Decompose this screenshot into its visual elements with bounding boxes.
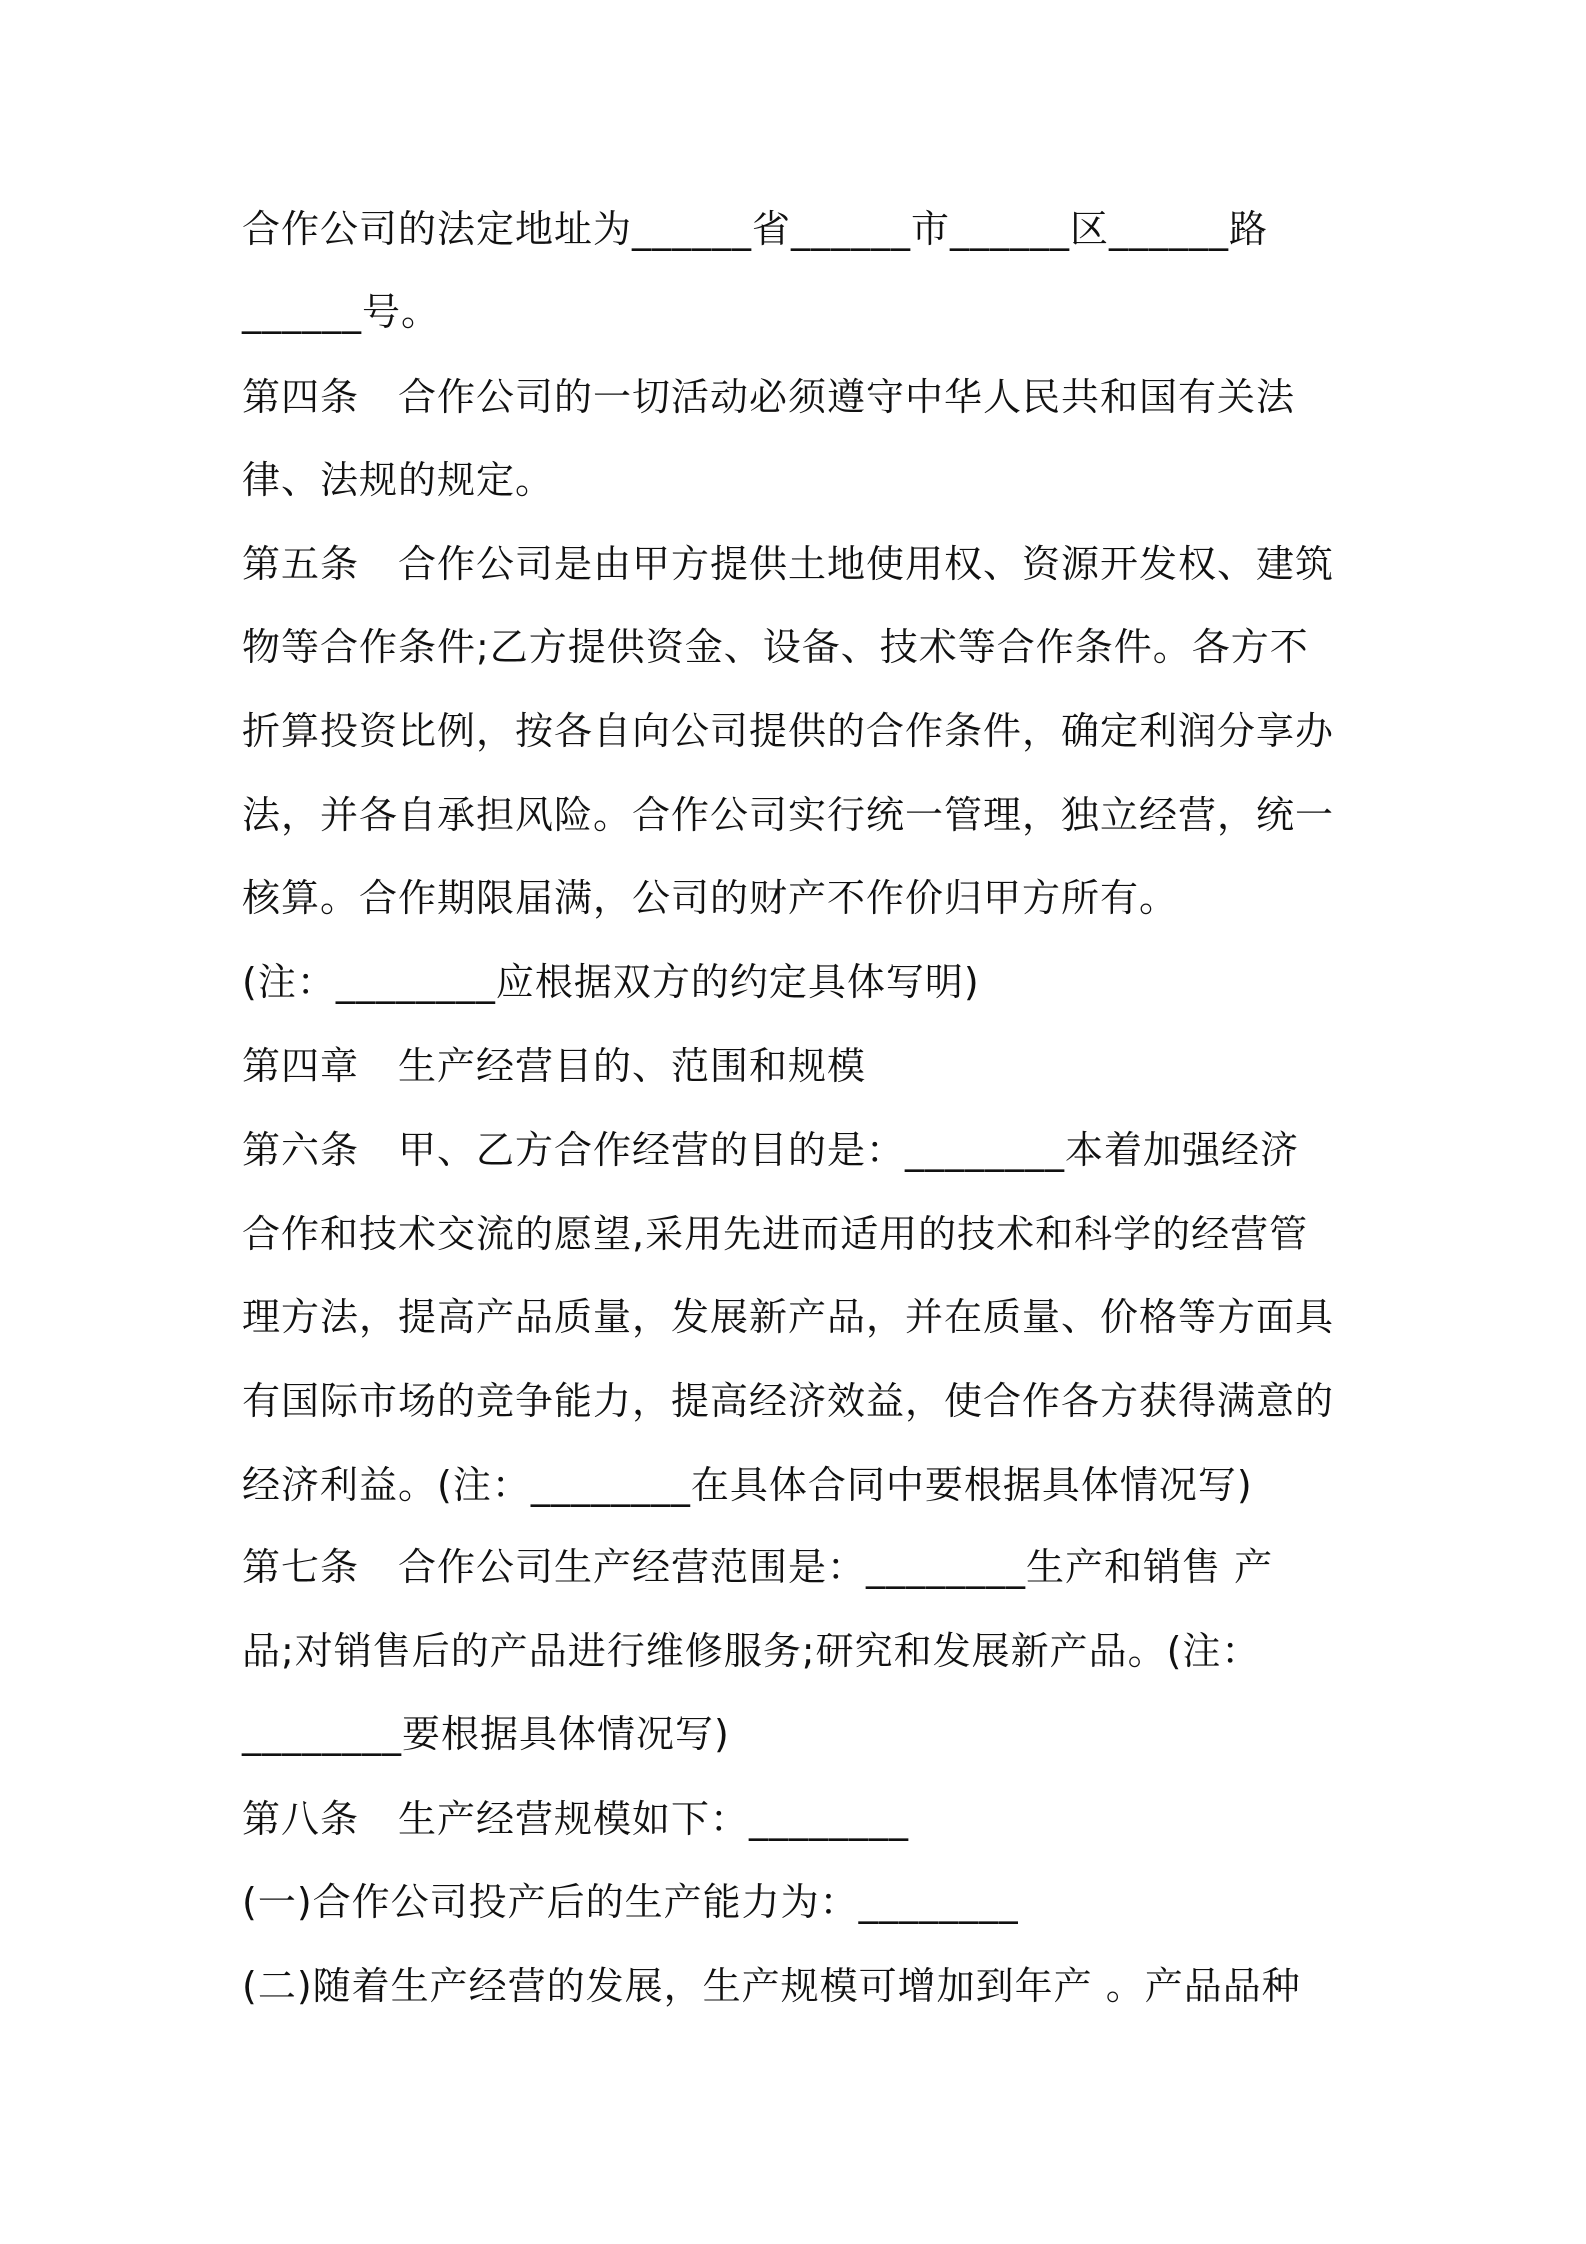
article-8-heading-line: 第八条 生产经营规模如下：________ bbox=[242, 1797, 910, 1841]
article-6-heading-line: 第六条 甲、乙方合作经营的目的是：________本着加强经济 bbox=[242, 1128, 1300, 1172]
text-line: ______号。 bbox=[242, 290, 441, 334]
text-line: 法，并各自承担风险。合作公司实行统一管理，独立经营，统一 bbox=[242, 793, 1335, 837]
article-5-heading-line: 第五条 合作公司是由甲方提供土地使用权、资源开发权、建筑 bbox=[242, 542, 1335, 586]
note-line: (注：________应根据双方的约定具体写明) bbox=[242, 960, 980, 1004]
text-line: 合作和技术交流的愿望,采用先进而适用的技术和科学的经营管 bbox=[242, 1212, 1309, 1256]
text-line: ________要根据具体情况写) bbox=[242, 1712, 730, 1756]
text-line: 经济利益。(注：________在具体合同中要根据具体情况写) bbox=[242, 1463, 1253, 1507]
text-line: 物等合作条件;乙方提供资金、设备、技术等合作条件。各方不 bbox=[242, 625, 1309, 669]
list-item-2-line: (二)随着生产经营的发展，生产规模可增加到年产 。产品品种 bbox=[242, 1964, 1301, 2008]
text-line: 核算。合作期限届满，公司的财产不作价归甲方所有。 bbox=[242, 876, 1179, 920]
text-line: 合作公司的法定地址为______省______市______区______路 bbox=[242, 207, 1269, 251]
text-line: 理方法，提高产品质量，发展新产品，并在质量、价格等方面具 bbox=[242, 1295, 1335, 1339]
text-line: 有国际市场的竞争能力，提高经济效益，使合作各方获得满意的 bbox=[242, 1379, 1335, 1423]
chapter-4-heading: 第四章 生产经营目的、范围和规模 bbox=[242, 1044, 867, 1088]
article-7-heading-line: 第七条 合作公司生产经营范围是：________生产和销售 产 bbox=[242, 1545, 1274, 1589]
text-line: 折算投资比例，按各自向公司提供的合作条件，确定利润分享办 bbox=[242, 709, 1335, 753]
article-4-heading-line: 第四条 合作公司的一切活动必须遵守中华人民共和国有关法 bbox=[242, 375, 1296, 419]
text-line: 律、法规的规定。 bbox=[242, 458, 555, 502]
list-item-1-line: (一)合作公司投产后的生产能力为：________ bbox=[242, 1880, 1019, 1924]
text-line: 品;对销售后的产品进行维修服务;研究和发展新产品。(注： bbox=[242, 1629, 1261, 1673]
